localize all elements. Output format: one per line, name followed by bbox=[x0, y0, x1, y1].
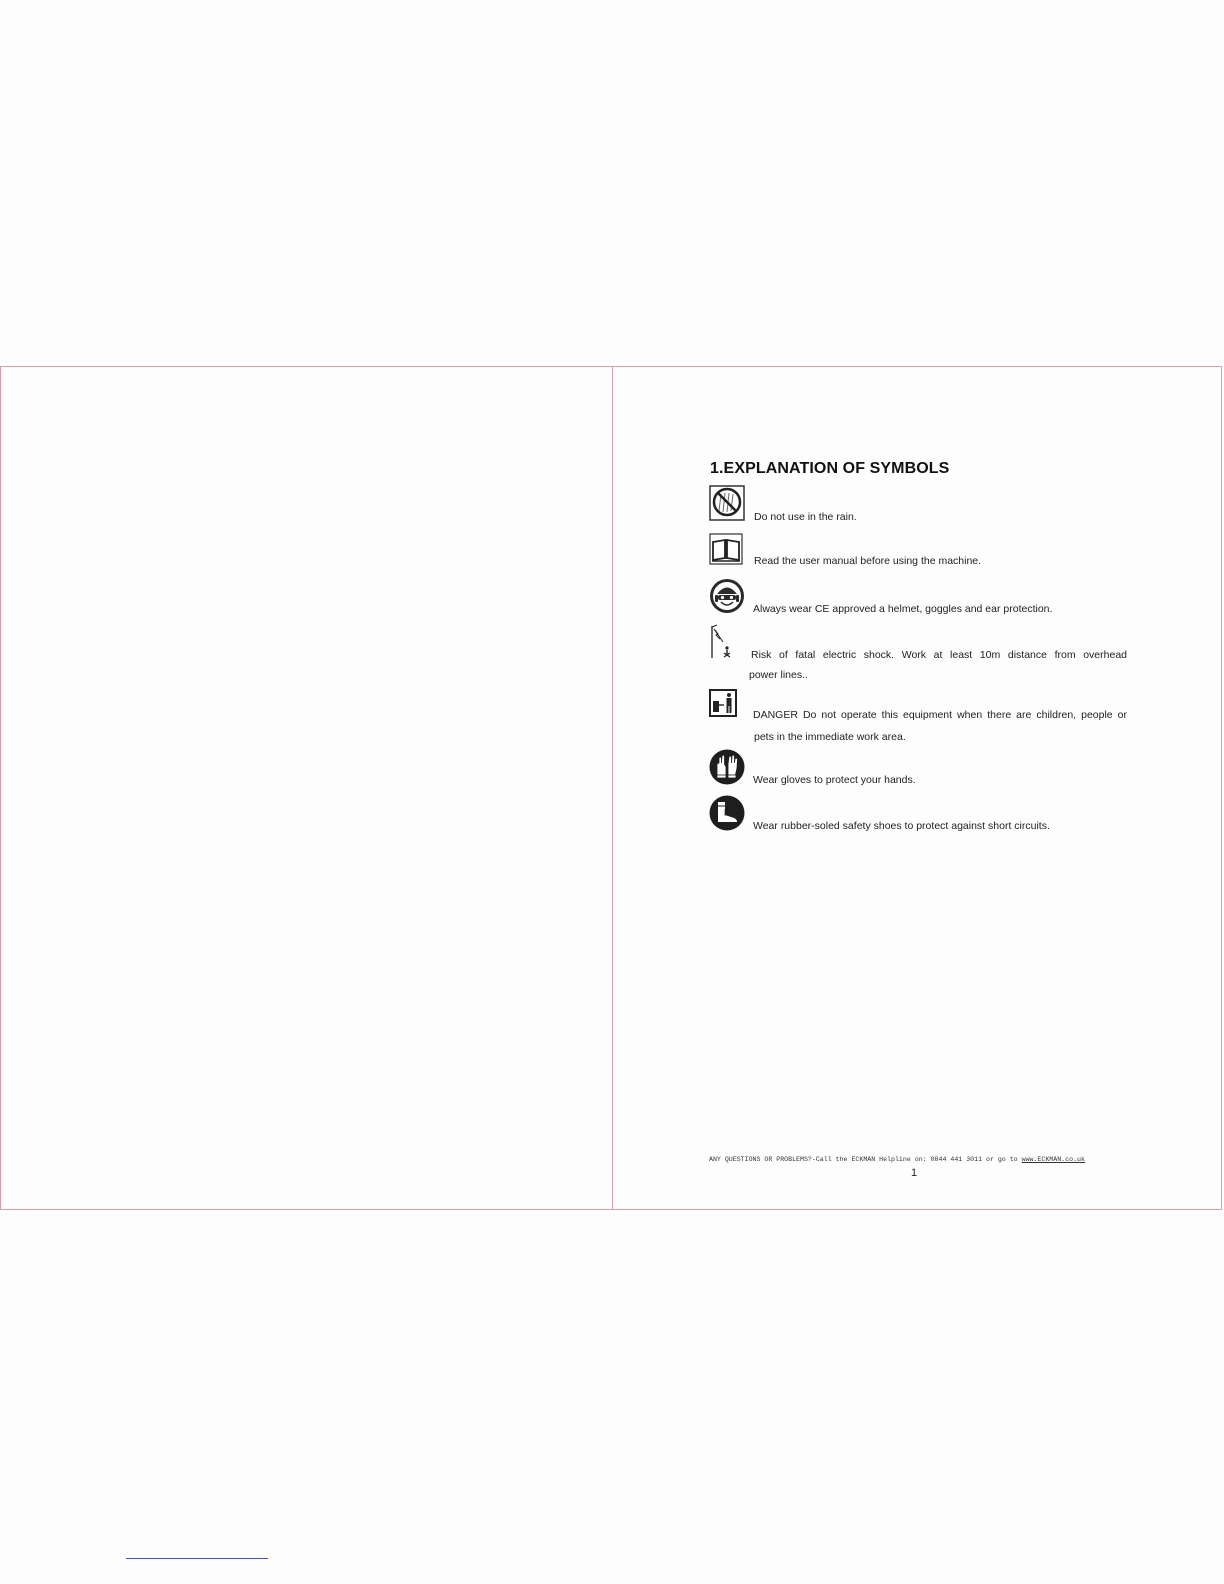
symbol-text: Wear rubber-soled safety shoes to protect against short circuits. bbox=[753, 820, 1050, 832]
symbol-text-line2: power lines.. bbox=[749, 669, 808, 681]
symbol-row-protective-gear bbox=[709, 578, 1129, 620]
blank-left-page bbox=[1, 367, 613, 1209]
symbol-text: Wear gloves to protect your hands. bbox=[753, 774, 916, 786]
electric-shock-overhead-lines-icon bbox=[709, 624, 735, 660]
gloves-icon bbox=[709, 749, 745, 785]
symbol-text: Do not use in the rain. bbox=[754, 511, 857, 523]
keep-bystanders-away-icon bbox=[709, 689, 737, 717]
symbol-text-line1: DANGER Do not operate this equipment when there are children, people or bbox=[753, 709, 1127, 721]
helpline-footer bbox=[709, 1156, 1085, 1163]
right-page bbox=[613, 367, 1223, 1209]
safety-boots-icon bbox=[709, 795, 745, 831]
symbol-row-electric-shock bbox=[709, 624, 1129, 688]
symbol-text-line1: Risk of fatal electric shock. Work at least 10m distance from overhead bbox=[751, 649, 1127, 661]
page-number: 1 bbox=[911, 1167, 918, 1179]
read-manual-icon bbox=[709, 533, 743, 565]
symbol-row-read-manual bbox=[709, 533, 1129, 569]
booklet-spread bbox=[0, 366, 1222, 1210]
website-link[interactable]: www.ECKMAN.co.uk bbox=[1021, 1156, 1085, 1163]
helmet-goggles-ear-protection-icon bbox=[709, 578, 745, 614]
symbol-row-keep-bystanders-away bbox=[709, 689, 1129, 751]
symbol-row-no-rain bbox=[709, 485, 1129, 525]
symbol-text: Read the user manual before using the machine. bbox=[754, 555, 982, 567]
symbol-text: Always wear CE approved a helmet, goggles and ear protection. bbox=[753, 603, 1053, 615]
section-title: 1.EXPLANATION OF SYMBOLS bbox=[710, 460, 950, 477]
no-rain-icon bbox=[709, 485, 745, 521]
symbol-row-safety-boots bbox=[709, 795, 1129, 837]
footer-text: ANY QUESTIONS OR PROBLEMS?-Call the ECKMAN Helpline on: 0844 441 3011 or go to bbox=[709, 1156, 1022, 1163]
symbol-text-line2: pets in the immediate work area. bbox=[754, 731, 906, 743]
symbol-row-gloves bbox=[709, 749, 1129, 789]
link-underline-rule bbox=[126, 1558, 268, 1559]
